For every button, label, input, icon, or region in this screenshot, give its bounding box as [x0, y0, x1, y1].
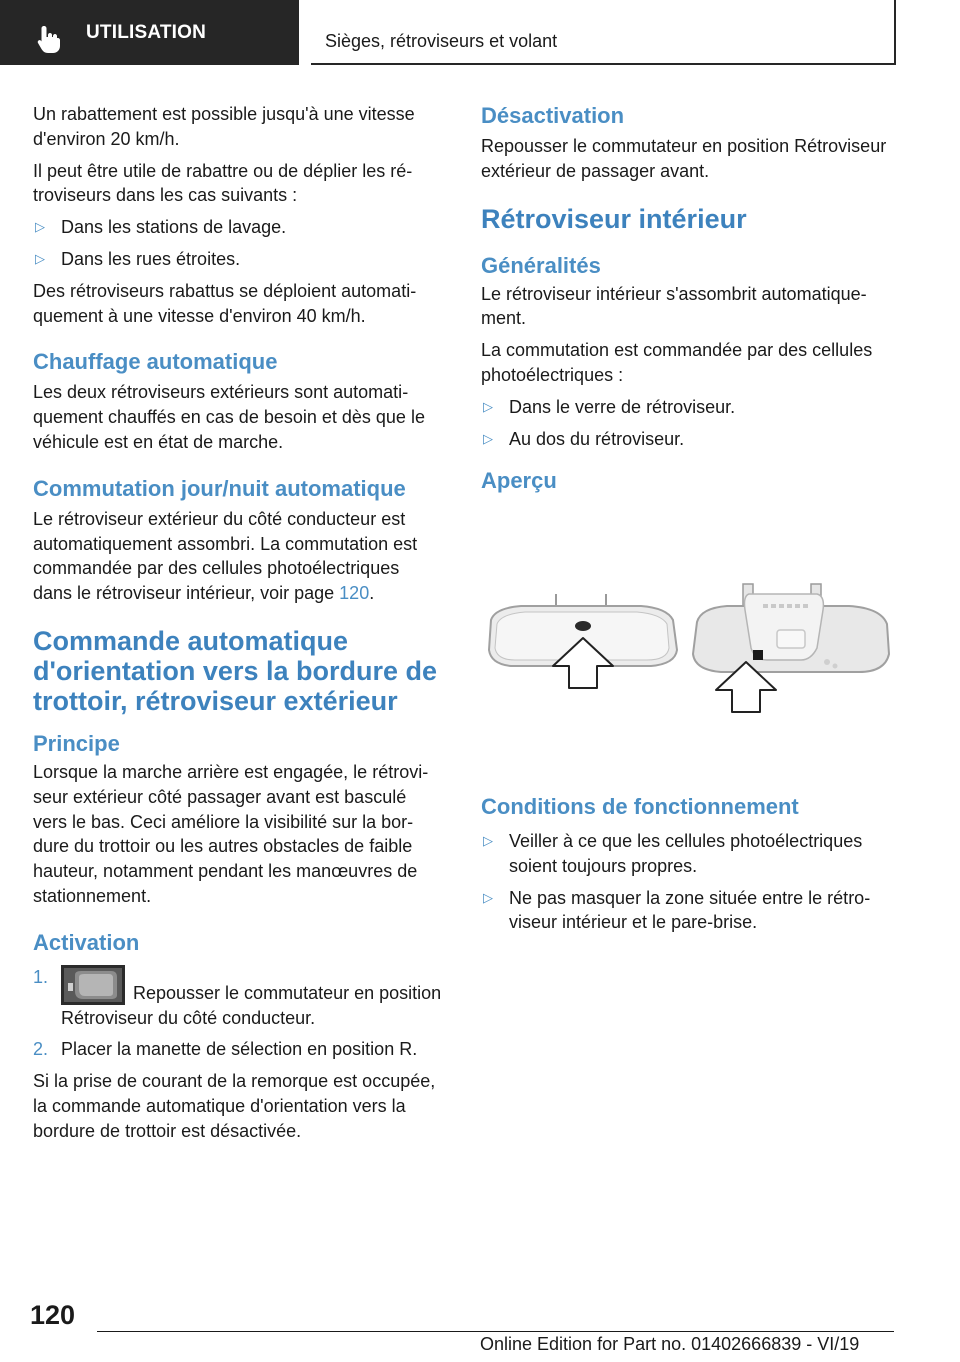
heading-principe: Principe: [33, 730, 120, 756]
hand-pointer-icon: [34, 24, 64, 54]
paragraph: Le rétroviseur intérieur s'assombrit automatiquement.: [481, 283, 867, 329]
heading-generalites: Généralités: [481, 252, 601, 278]
paragraph: Lorsque la marche arrière est engagée, le rétroviseur extérieur côté passager avant est basculé vers le bas. Ceci améliore la visibilité sur la bordure du trottoir ou les autres obstacles de faible hauteur, notamment pendant les manœuvres de stationnement.: [33, 761, 429, 906]
list-item: 1. Repousser le commutateur en position Rétroviseur du côté conducteur.: [33, 966, 442, 1028]
heading-commutation: Commutation jour/nuit automatique: [33, 475, 406, 501]
mirror-switch-icon: [61, 965, 125, 1005]
page-number: 120: [30, 1300, 76, 1330]
header-section-tab: [0, 0, 299, 65]
list-item: ▷ Veiller à ce que les cellules photoélectriques soient toujours propres.: [483, 831, 863, 876]
left-column: [33, 102, 443, 1151]
chapter-title: Sièges, rétroviseurs et volant: [325, 31, 558, 51]
heading-desactivation: Désactivation: [481, 103, 625, 128]
paragraph: Les deux rétroviseurs extérieurs sont automatiquement chauffés en cas de besoin et dès que le véhicule est en état de marche.: [33, 382, 425, 452]
triangle-bullet-icon: ▷: [483, 430, 493, 446]
step-number: 2.: [33, 1039, 49, 1060]
paragraph: Des rétroviseurs rabattus se déploient automatiquement à une vitesse d'environ 40 km/h.: [33, 280, 417, 326]
list-item: ▷ Dans les rues étroites.: [33, 247, 443, 272]
triangle-bullet-icon: ▷: [35, 219, 45, 235]
paragraph: Un rabattement est possible jusqu'à une vitesse d'environ 20 km/h.: [33, 104, 415, 149]
footer-edition: Online Edition for Part no. 01402666839 - VI/19: [480, 1334, 860, 1354]
heading-conditions: Conditions de fonctionnement: [481, 794, 799, 819]
triangle-bullet-icon: ▷: [483, 398, 493, 414]
paragraph: Repousser le commutateur en position Rétroviseur extérieur de passager avant.: [481, 136, 887, 181]
header-chapter-box: [311, 0, 896, 65]
heading-retroviseur-interieur: Rétroviseur intérieur: [481, 203, 747, 234]
interior-mirror-illustration: [481, 580, 891, 780]
list-item: ▷ Au dos du rétroviseur.: [481, 427, 891, 452]
heading-chauffage: Chauffage automatique: [33, 349, 278, 375]
triangle-bullet-icon: ▷: [35, 250, 45, 266]
right-column: [481, 102, 891, 495]
section-title: UTILISATION: [86, 22, 207, 43]
heading-apercu: Aperçu: [481, 468, 557, 494]
paragraph: La commutation est commandée par des cellules photoélectriques :: [481, 340, 873, 385]
triangle-bullet-icon: ▷: [483, 833, 493, 848]
list-item: ▷ Dans les stations de lavage.: [33, 215, 443, 240]
footer-divider: [97, 1331, 894, 1332]
heading-activation: Activation: [33, 929, 140, 955]
paragraph: Si la prise de courant de la remorque est occupée, la commande automatique d'orientation vers la bordure de trottoir est désactivée.: [33, 1071, 436, 1141]
list-item: ▷ Dans le verre de rétroviseur.: [481, 395, 891, 420]
paragraph: Il peut être utile de rabattre ou de déplier les rétroviseurs dans les cas suivants :: [33, 160, 413, 206]
list-item: ▷ Ne pas masquer la zone située entre le rétroviseur intérieur et le pare-brise.: [483, 887, 871, 933]
conditions-section: [481, 793, 891, 942]
paragraph: Le rétroviseur extérieur du côté conducteur est automatiquement assombri. La commutation est commandée par des cellules photoélectriques dans le rétroviseur intérieur, voir page 120.: [33, 508, 418, 604]
step-number: 1.: [33, 966, 49, 987]
list-item: 2. Placer la manette de sélection en position R.: [33, 1037, 443, 1062]
heading-commande: Commande automatique d'orientation vers la bordure de trottoir, rétroviseur extérieur: [33, 625, 437, 716]
page-link[interactable]: 120: [339, 583, 370, 604]
triangle-bullet-icon: ▷: [483, 889, 493, 905]
